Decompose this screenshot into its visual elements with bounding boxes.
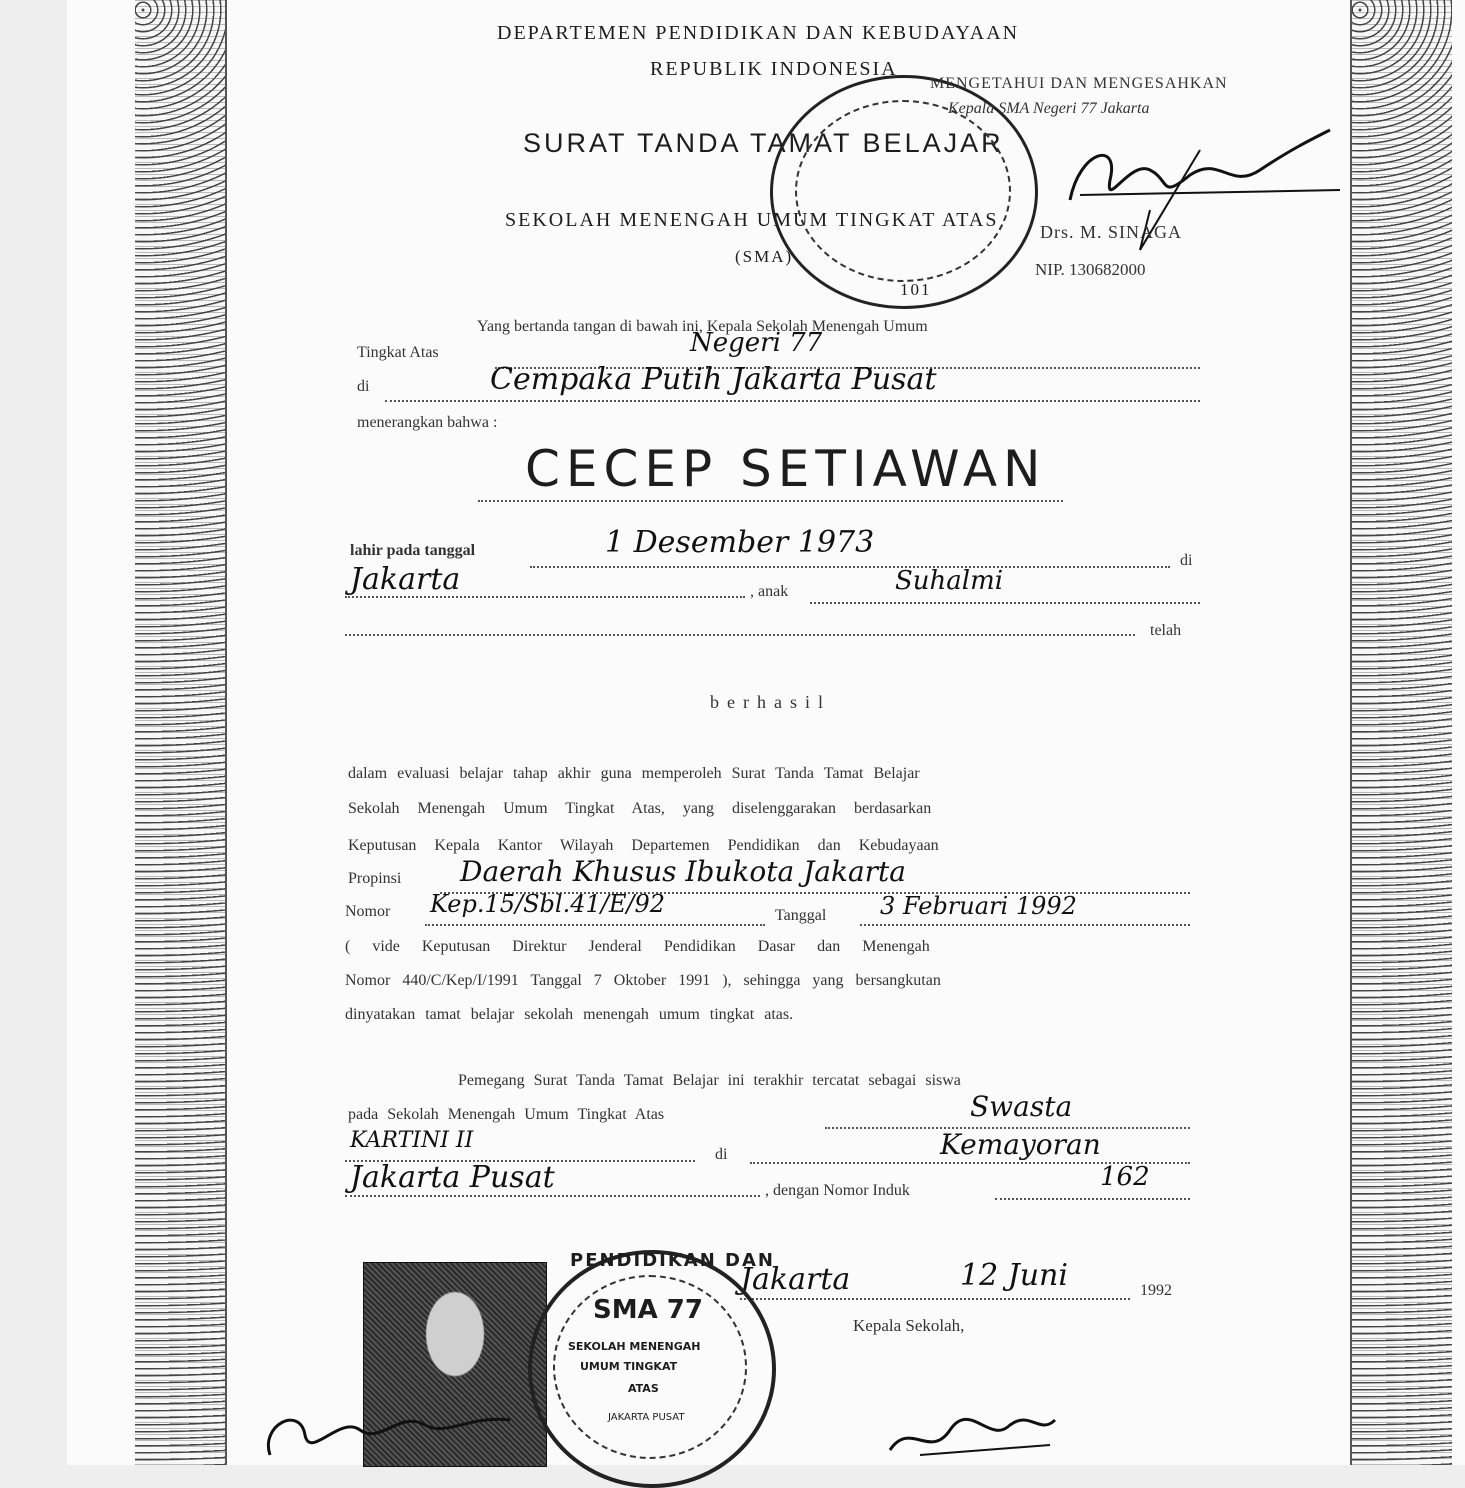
school-type-heading: SEKOLAH MENENGAH UMUM TINGKAT ATAS xyxy=(505,209,999,231)
value-propinsi: Daerah Khusus Ibukota Jakarta xyxy=(460,855,906,888)
label-nomor-induk: , dengan Nomor Induk xyxy=(765,1182,910,1199)
label-di-2: di xyxy=(1180,552,1193,569)
signature-date: 12 Juni xyxy=(960,1258,1068,1293)
head-signature xyxy=(880,1390,1060,1465)
label-di: di xyxy=(357,378,370,395)
value-birth-date: 1 Desember 1973 xyxy=(605,525,875,560)
dotted-line xyxy=(860,924,1190,926)
dotted-line xyxy=(385,400,1200,402)
label-telah: telah xyxy=(1150,622,1182,639)
value-nomor-induk: 162 xyxy=(1100,1162,1150,1192)
value-nomor: Kep.15/Sbl.41/E/92 xyxy=(430,890,665,918)
frame-line-left xyxy=(225,0,227,1465)
stamp-line2: UMUM TINGKAT xyxy=(580,1360,678,1373)
legalization-stamp-inner-ring xyxy=(795,100,1011,282)
stamp-line3: ATAS xyxy=(628,1382,659,1395)
stamp-line1: SEKOLAH MENENGAH xyxy=(568,1340,701,1353)
ornamental-border-right xyxy=(1352,0,1452,1465)
dotted-line xyxy=(478,500,1063,502)
republic-heading: REPUBLIK INDONESIA xyxy=(650,58,898,80)
stamp-city: JAKARTA PUSAT xyxy=(608,1412,685,1423)
value-last-school-type: Swasta xyxy=(970,1090,1073,1123)
para1-line1: dalam evaluasi belajar tahap akhir guna memperoleh Surat Tanda Tamat Belajar xyxy=(348,765,920,782)
value-birth-place: Jakarta xyxy=(350,562,461,597)
para2-line3: dinyatakan tamat belajar sekolah menengah umum tingkat atas. xyxy=(345,1006,794,1023)
value-last-school: KARTINI II xyxy=(350,1128,474,1153)
signature-role: Kepala Sekolah, xyxy=(853,1316,965,1335)
intro-text: Yang bertanda tangan di bawah ini, Kepala Sekolah Menengah Umum xyxy=(477,318,928,335)
official-nip: NIP. 130682000 xyxy=(1035,260,1146,279)
dotted-line xyxy=(345,1195,760,1197)
document-title: SURAT TANDA TAMAT BELAJAR xyxy=(523,128,1004,158)
signature-place: Jakarta xyxy=(740,1262,851,1297)
value-tanggal: 3 Februari 1992 xyxy=(880,892,1077,920)
dotted-line xyxy=(810,602,1200,604)
department-heading: DEPARTEMEN PENDIDIKAN DAN KEBUDAYAAN xyxy=(497,22,1020,44)
school-abbr: (SMA) xyxy=(735,247,794,266)
legalization-line1: MENGETAHUI DAN MENGESAHKAN xyxy=(930,75,1228,92)
legalization-line2: Kepala SMA Negeri 77 Jakarta xyxy=(948,100,1150,117)
label-menerangkan: menerangkan bahwa : xyxy=(357,414,498,431)
value-parent: Suhalmi xyxy=(895,566,1004,596)
para3-line2: pada Sekolah Menengah Umum Tingkat Atas xyxy=(348,1106,665,1123)
label-tingkat-atas: Tingkat Atas xyxy=(357,344,439,361)
label-di-3: di xyxy=(715,1146,728,1163)
value-location: Cempaka Putih Jakarta Pusat xyxy=(490,362,937,397)
dotted-line xyxy=(425,924,765,926)
para1-line3: Keputusan Kepala Kantor Wilayah Departemen Pendidikan dan Kebudayaan xyxy=(348,837,939,854)
stamp-top-arc: PENDIDIKAN DAN xyxy=(570,1250,775,1271)
dotted-line xyxy=(740,1298,1130,1300)
label-tanggal: Tanggal xyxy=(775,907,827,924)
official-name: Drs. M. SINAGA xyxy=(1040,222,1183,242)
label-nomor: Nomor xyxy=(345,903,391,920)
value-last-school-city: Jakarta Pusat xyxy=(350,1160,555,1195)
dotted-line xyxy=(530,566,1170,568)
stamp-school: SMA 77 xyxy=(593,1295,703,1325)
para3-line1: Pemegang Surat Tanda Tamat Belajar ini terakhir tercatat sebagai siswa xyxy=(458,1072,961,1089)
signature-year: 1992 xyxy=(1140,1282,1172,1299)
dotted-line xyxy=(345,634,1135,636)
para2-line1: ( vide Keputusan Direktur Jenderal Pendidikan Dasar dan Menengah xyxy=(345,938,930,955)
result-text: berhasil xyxy=(710,692,831,712)
frame-line-right xyxy=(1350,0,1352,1465)
value-school: Negeri 77 xyxy=(690,328,823,358)
label-propinsi: Propinsi xyxy=(348,870,402,887)
student-name: CECEP SETIAWAN xyxy=(525,440,1047,498)
value-last-school-area: Kemayoran xyxy=(940,1128,1101,1161)
label-anak: , anak xyxy=(750,583,789,600)
serial-number: 101 xyxy=(900,280,932,299)
dotted-line xyxy=(995,1198,1190,1200)
dotted-line xyxy=(345,596,745,598)
para2-line2: Nomor 440/C/Kep/I/1991 Tanggal 7 Oktober 1991 ), sehingga yang bersangkutan xyxy=(345,972,941,989)
student-signature xyxy=(250,1395,550,1465)
label-lahir: lahir pada tanggal xyxy=(350,542,476,559)
para1-line2: Sekolah Menengah Umum Tingkat Atas, yang diselenggarakan berdasarkan xyxy=(348,800,932,817)
ornamental-border-left xyxy=(135,0,225,1465)
